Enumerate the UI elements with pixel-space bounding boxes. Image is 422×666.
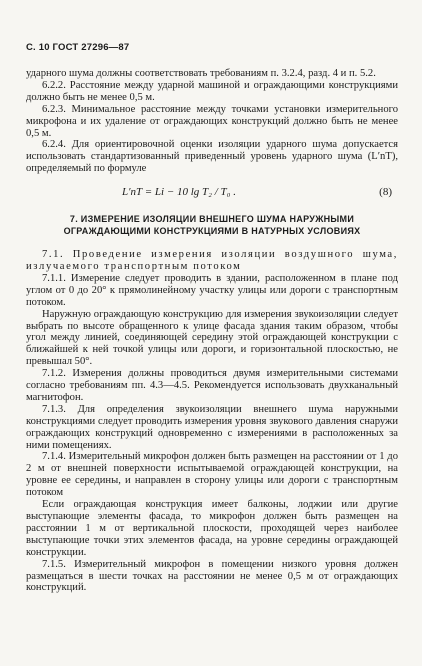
formula-expression: L′nT = Li − 10 lg T₂ / T₀ . [122,186,236,199]
paragraph-6-2-4: 6.2.4. Для ориентировочной оценки изоляции ударного шума допускается использовать стандартизованный приведенный уровень ударного шума (L′nT), определяемый по формуле [26,139,398,175]
formula-number: (8) [379,186,392,199]
paragraph-7-1-4-b: Если ограждающая конструкция имеет балконы, лоджии или другие выступающие элементы фасада, то микрофон должен быть размещен на расстоянии 1 м от вертикальной плоскости, проходящей через наиболее выступающие точки этих элементов фасада, на уровне середины ограждающей конструкции. [26,499,398,558]
paragraph-7-1-2: 7.1.2. Измерения должны проводиться двумя измерительными системами согласно требованиям пп. 4.3—4.5. Рекомендуется использовать двухканальный магнитофон. [26,368,398,403]
paragraph-6-2-2: 6.2.2. Расстояние между ударной машиной и ограждающими конструкциями должно быть не менее 0,5 м. [26,79,398,103]
paragraph-7-1-5: 7.1.5. Измерительный микрофон в помещении низкого уровня должен размещаться в шести точках на расстоянии не менее 0,5 м от ограждающих конструкций. [26,558,398,594]
page-header: С. 10 ГОСТ 27296—87 [26,42,130,53]
paragraph-7-1: 7.1. Проведение измерения изоляции воздушного шума, излучаемого транспортным потоком [26,249,398,272]
paragraph-7-1-1-b: Наружную ограждающую конструкцию для измерения звукоизоляции следует выбрать по высоте обращенного к улице фасада здания таким образом, чтобы угол между линией, соединяющей середину этой ограждающей конструкции с ближайшей к ней точкой улицы или дороги, и горизонтальной плоскостью, не превышал 50°. [26,308,398,368]
paragraph-6-2-3: 6.2.3. Минимальное расстояние между точками установки измерительного микрофона и их удаление от ограждающих конструкций должно быть не менее 0,5 м. [26,103,398,139]
formula-8 [26,187,398,199]
section-heading: 7. ИЗМЕРЕНИЕ ИЗОЛЯЦИИ ВНЕШНЕГО ШУМА НАРУЖНЫМИ ОГРАЖДАЮЩИМИ КОНСТРУКЦИЯМИ В НАТУРНЫХ УСЛОВИЯХ [63,214,361,237]
paragraph-7-1-1: 7.1.1. Измерение следует проводить в здании, расположенном в плане под углом от 0 до 20° к прямолинейному участку улицы или дороги с транспортным потоком. [26,272,398,308]
paragraph-7-1-4: 7.1.4. Измерительный микрофон должен быть размещен на расстоянии от 1 до 2 м от внешней поверхности испытываемой ограждающей конструкции, на уровне ее середины, и направлен в сторону улицы или дороги с транспортным потоком [26,451,398,499]
page-body [26,68,398,594]
paragraph-7-1-3: 7.1.3. Для определения звукоизоляции внешнего шума наружными конструкциями следует проводить измерения уровня звукового давления снаружи ограждающих конструкций одновременно с измерениями в расположенных за ними помещениях. [26,403,398,451]
paragraph-top: ударного шума должны соответствовать требованиям п. 3.2.4, разд. 4 и п. 5.2. [26,68,376,79]
